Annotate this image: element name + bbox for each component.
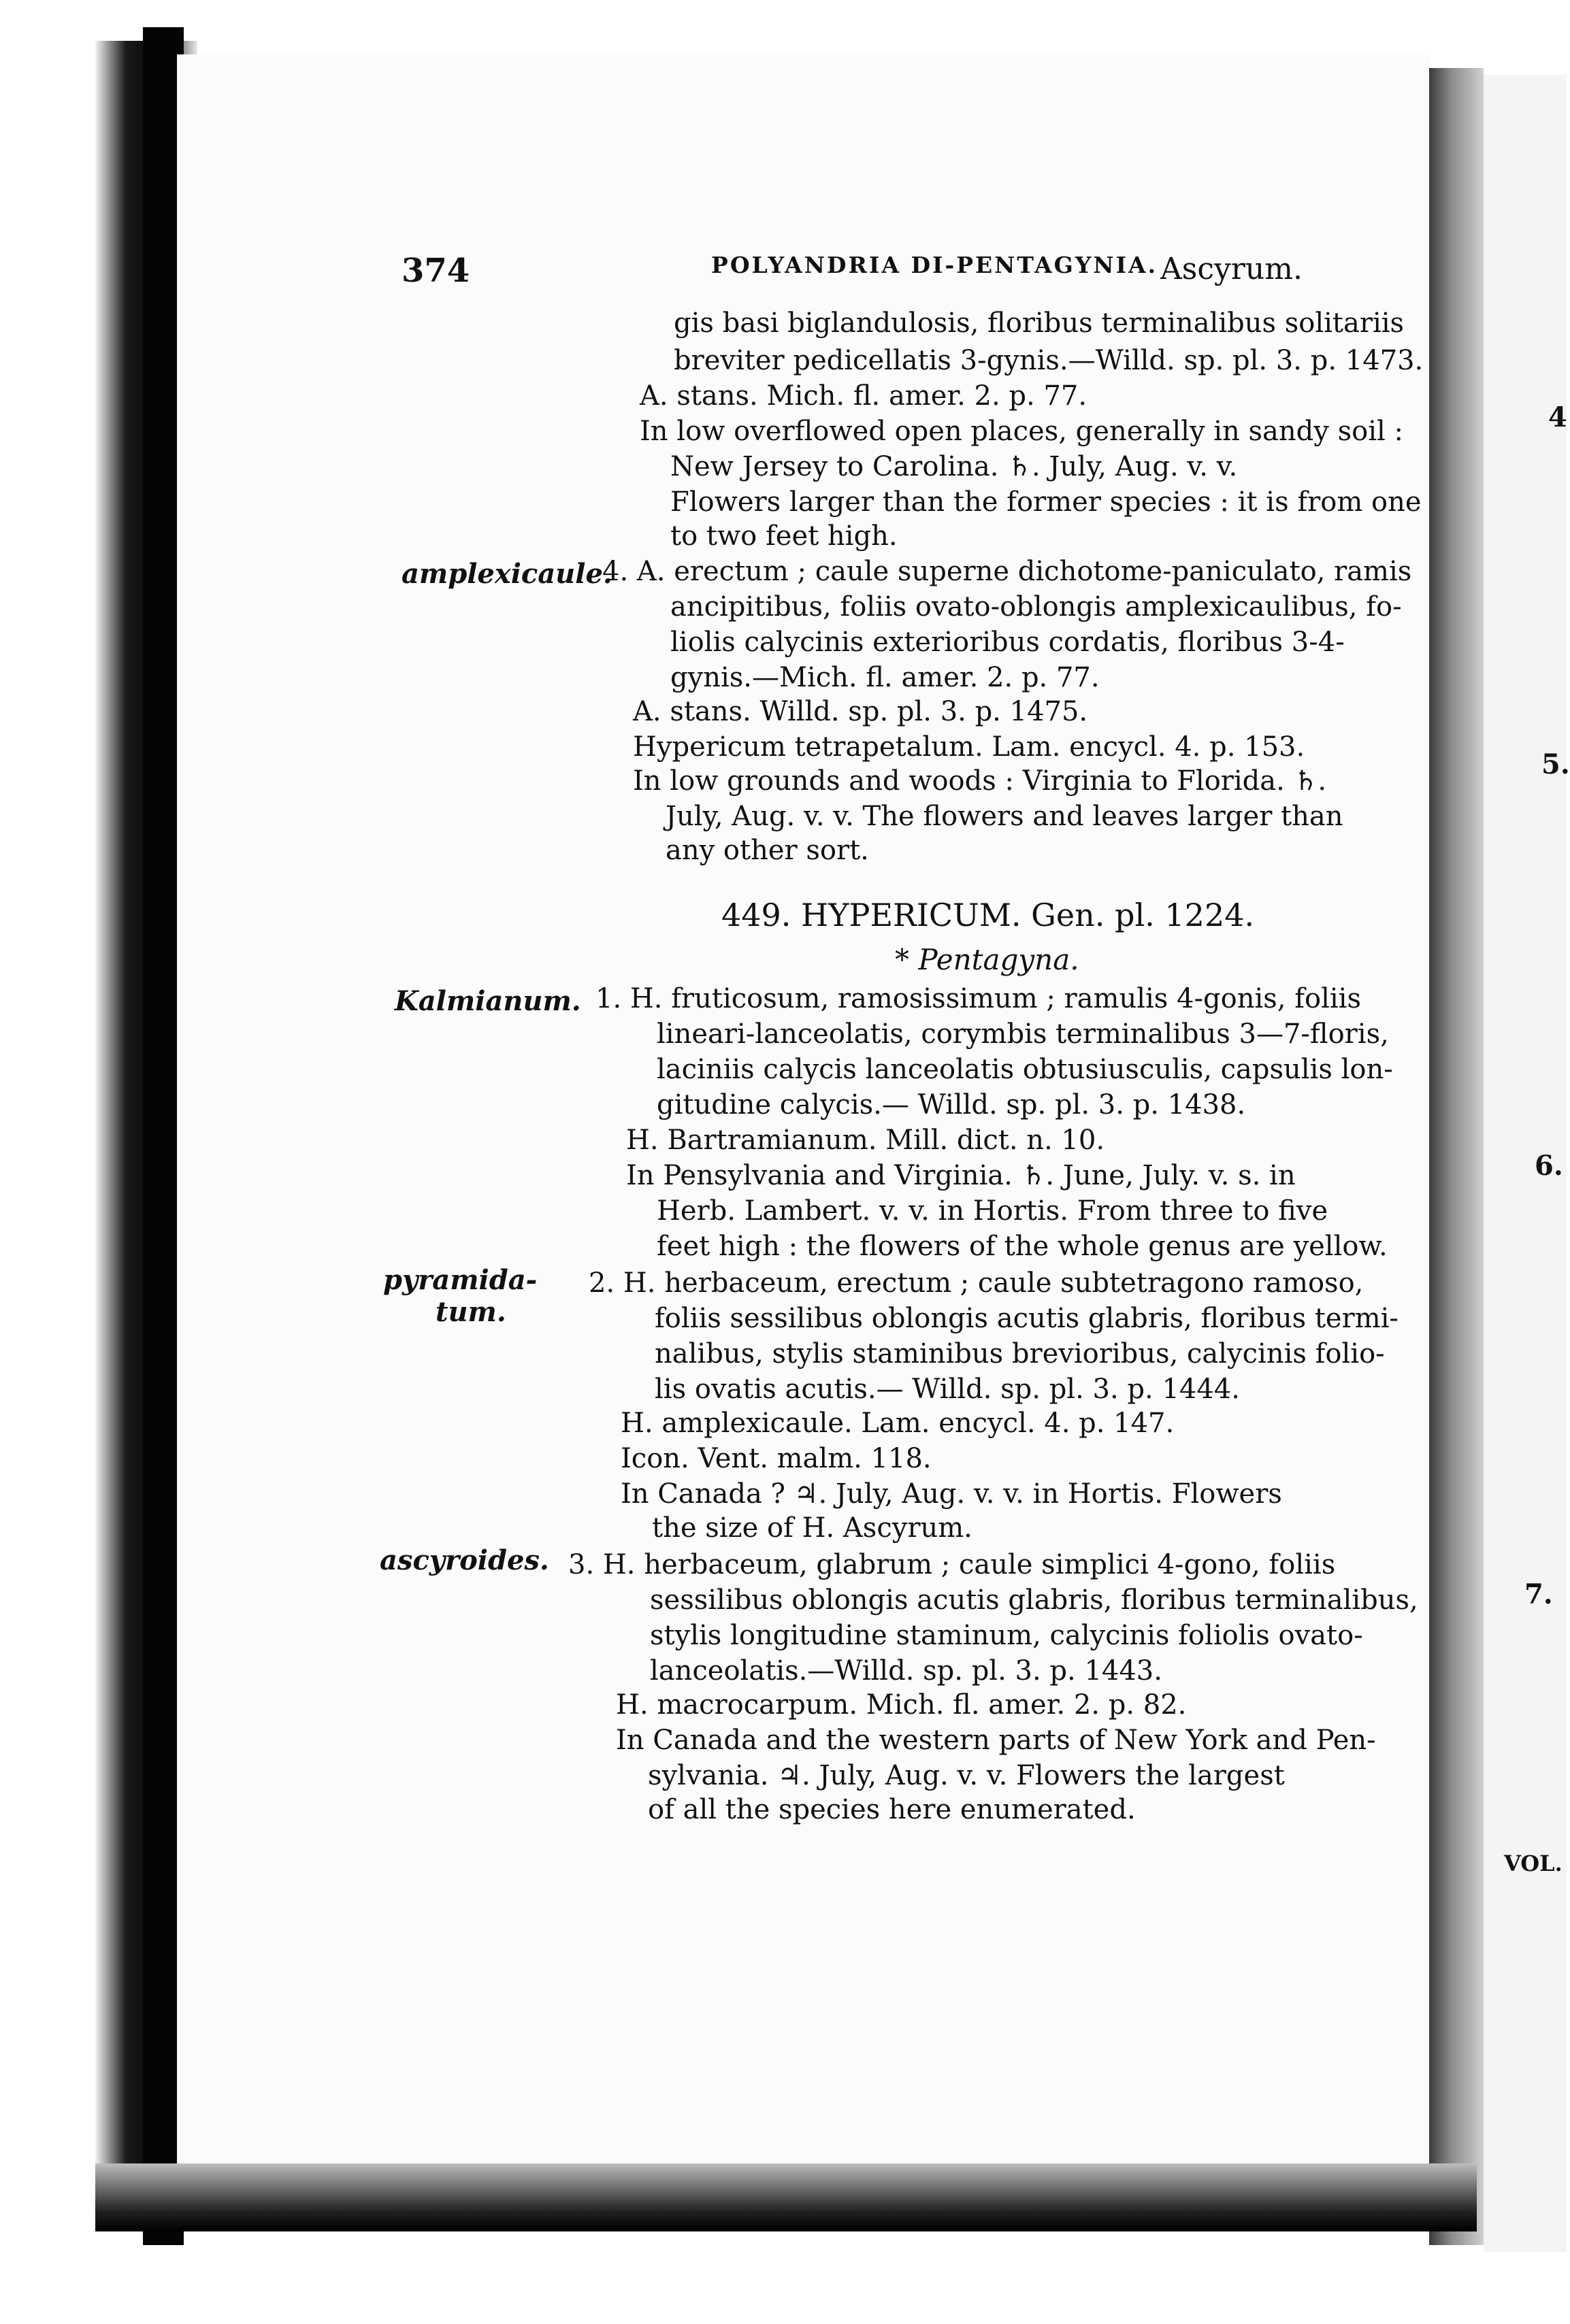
text-line: gis basi biglandulosis, floribus terminalibus solitariis [674, 308, 1405, 339]
text-line: In low overflowed open places, generally in sandy soil : [640, 416, 1403, 447]
text-line: lineari-lanceolatis, corymbis terminalibus 3—7-floris, [657, 1018, 1389, 1050]
text-line: ancipitibus, foliis ovato-oblongis amplexicaulibus, fo- [670, 591, 1402, 622]
text-line: 4. A. erectum ; caule superne dichotome-paniculato, ramis [602, 556, 1412, 587]
text-line: stylis longitudine staminum, calycinis foliolis ovato- [650, 1620, 1363, 1651]
text-line: H. amplexicaule. Lam. encycl. 4. p. 147. [621, 1408, 1175, 1439]
text-line: any other sort. [666, 835, 869, 866]
text-line: 2. H. herbaceum, erectum ; caule subtetragono ramoso, [589, 1267, 1364, 1299]
margin-note-amplexicaule: amplexicaule. [402, 558, 612, 590]
text-line: gitudine calycis.— Willd. sp. pl. 3. p. 1438. [657, 1089, 1246, 1120]
text-line: 3. H. herbaceum, glabrum ; caule simplici 4-gono, foliis [568, 1549, 1336, 1580]
text-line: Herb. Lambert. v. v. in Hortis. From three to five [657, 1195, 1328, 1227]
text-line: sessilibus oblongis acutis glabris, floribus terminalibus, [650, 1584, 1418, 1616]
text-line: liolis calycinis exterioribus cordatis, floribus 3-4- [670, 627, 1345, 658]
text-line: foliis sessilibus oblongis acutis glabris, floribus termi- [655, 1303, 1399, 1334]
text-line: sylvania. ♃. July, Aug. v. v. Flowers the largest [648, 1760, 1285, 1791]
page-number: 374 [402, 252, 470, 290]
text-line: breviter pedicellatis 3-gynis.—Willd. sp. pl. 3. p. 1473. [674, 345, 1424, 376]
adjacent-page-fragment: 5. [1541, 748, 1570, 780]
adjacent-page-fragment: 7. [1524, 1578, 1553, 1610]
margin-note-pyramidatum: pyramida- [383, 1264, 538, 1296]
text-line: lanceolatis.—Willd. sp. pl. 3. p. 1443. [650, 1655, 1162, 1687]
text-line: In Canada ? ♃. July, Aug. v. v. in Hortis. Flowers [621, 1478, 1282, 1510]
adjacent-page-fragment: 6. [1535, 1150, 1563, 1182]
text-line: the size of H. Ascyrum. [652, 1512, 972, 1544]
genus-heading: 449. HYPERICUM. Gen. pl. 1224. [721, 897, 1255, 933]
page-edge-shadow [1429, 68, 1484, 2245]
text-line: A. stans. Willd. sp. pl. 3. p. 1475. [633, 696, 1088, 727]
text-line: nalibus, stylis staminibus brevioribus, calycinis folio- [655, 1338, 1385, 1370]
text-line: laciniis calycis lanceolatis obtusiusculis, capsulis lon- [657, 1054, 1393, 1085]
margin-note-ascyroides: ascyroides. [380, 1544, 549, 1576]
text-line: feet high : the flowers of the whole genus are yellow. [657, 1231, 1388, 1262]
text-line: gynis.—Mich. fl. amer. 2. p. 77. [670, 662, 1100, 693]
text-line: New Jersey to Carolina. ♄. July, Aug. v. v. [670, 451, 1238, 482]
scan-bottom-edge [95, 2163, 1477, 2231]
section-heading: * Pentagyna. [895, 943, 1079, 976]
text-line: In low grounds and woods : Virginia to Florida. ♄. [633, 765, 1327, 797]
running-genus: Ascyrum. [1160, 252, 1303, 286]
adjacent-page-fragment: VOL. [1504, 1850, 1563, 1876]
margin-note-kalmianum: Kalmianum. [395, 985, 581, 1017]
text-line: H. macrocarpum. Mich. fl. amer. 2. p. 82. [616, 1689, 1187, 1721]
text-line: Icon. Vent. malm. 118. [621, 1443, 932, 1474]
text-line: In Canada and the western parts of New York and Pen- [616, 1725, 1376, 1756]
text-line: Hypericum tetrapetalum. Lam. encycl. 4. p. 153. [633, 731, 1305, 763]
text-line: to two feet high. [670, 520, 898, 552]
text-line: July, Aug. v. v. The flowers and leaves larger than [666, 801, 1343, 832]
text-line: A. stans. Mich. fl. amer. 2. p. 77. [640, 380, 1087, 412]
adjacent-page-fragment: 4 [1548, 401, 1567, 433]
running-head: POLYANDRIA DI-PENTAGYNIA. [711, 252, 1158, 278]
text-line: In Pensylvania and Virginia. ♄. June, July. v. s. in [626, 1160, 1296, 1191]
text-line: Flowers larger than the former species : it is from one [670, 486, 1422, 518]
text-line: H. Bartramianum. Mill. dict. n. 10. [626, 1125, 1105, 1156]
text-line: of all the species here enumerated. [648, 1794, 1136, 1825]
text-line: 1. H. fruticosum, ramosissimum ; ramulis 4-gonis, foliis [595, 983, 1361, 1014]
margin-note-pyramidatum-cont: tum. [436, 1296, 506, 1328]
text-line: lis ovatis acutis.— Willd. sp. pl. 3. p. 1444. [655, 1374, 1240, 1405]
